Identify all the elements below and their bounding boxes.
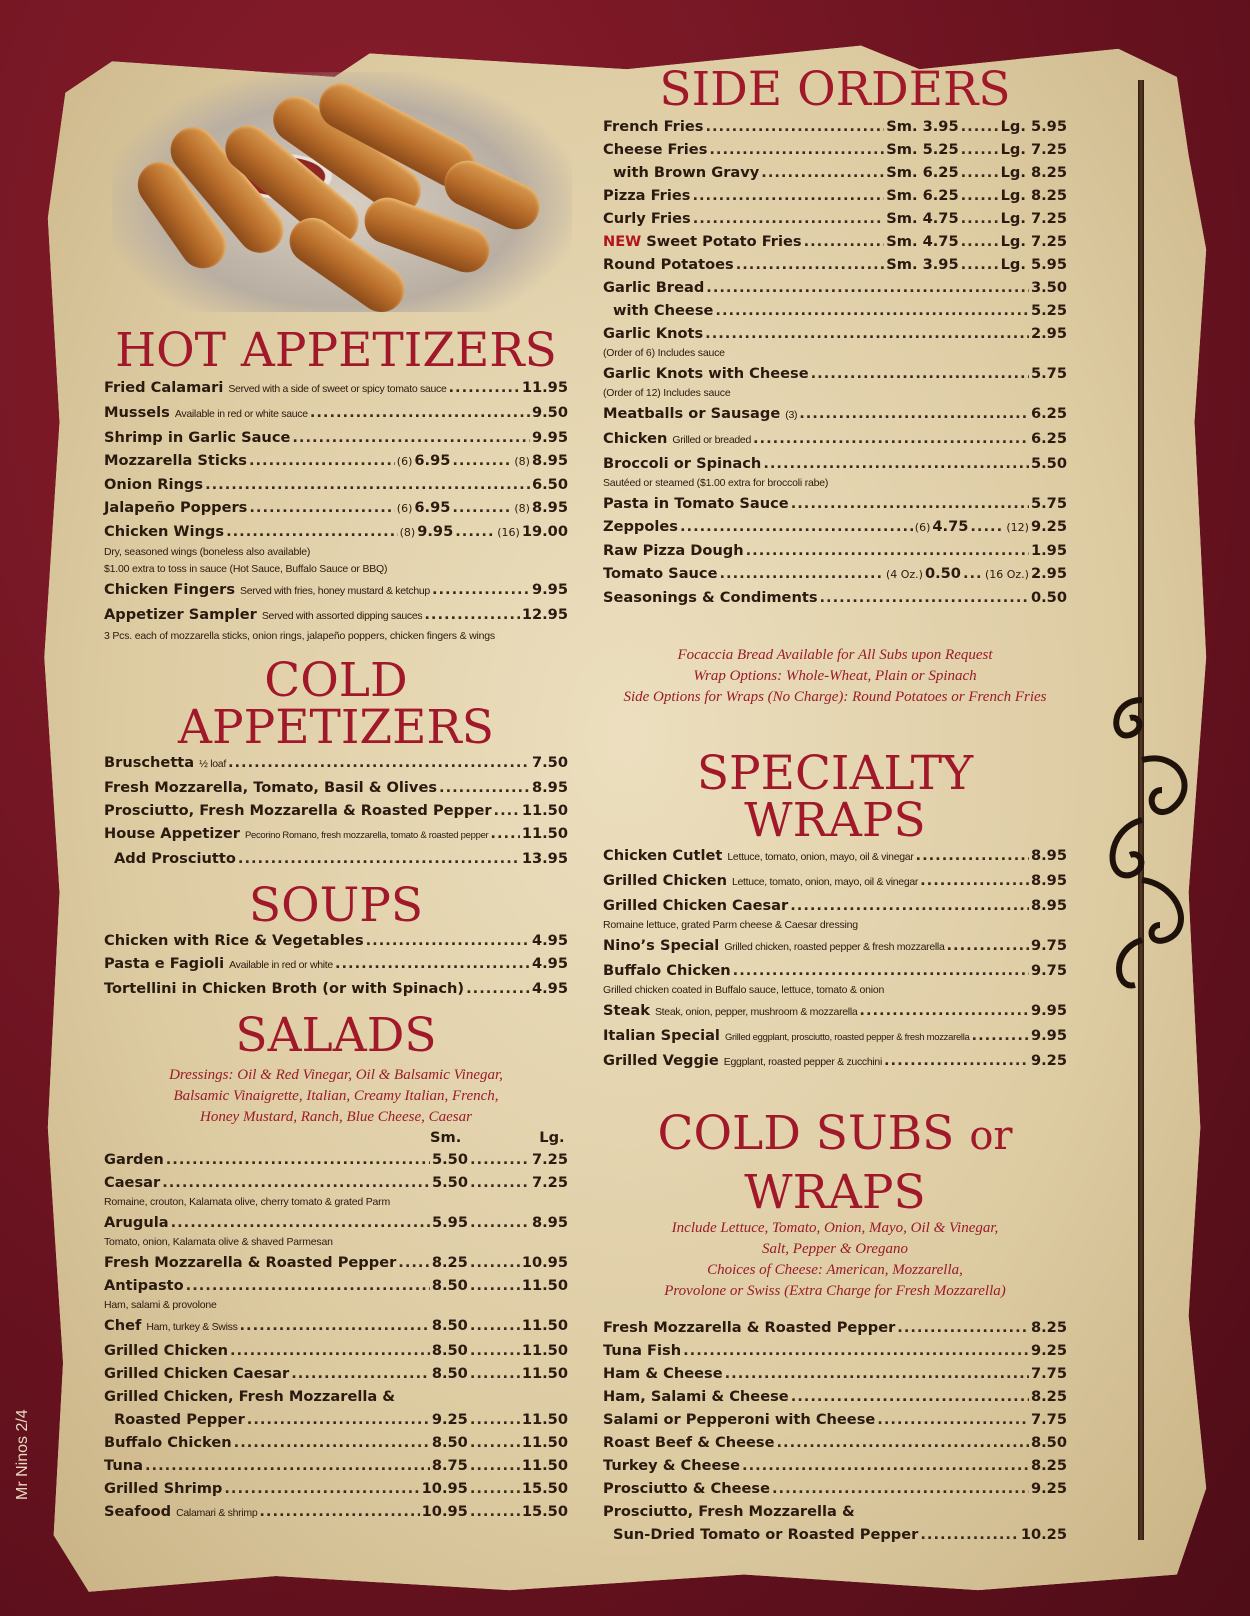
page-label: Mr Ninos 2/4 [14,1409,31,1500]
item-note: (Order of 12) Includes sauce [603,387,731,399]
menu-item: Buffalo Chicken ..... 8.50 ..... 11.50 [104,1431,568,1454]
item-note: Romaine, crouton, Kalamata olive, cherry tomato & grated Parm [104,1196,391,1208]
menu-item: Fresh Mozzarella & Roasted Pepper ..... 8.25 [603,1316,1067,1339]
menu-item: Seafood Calamari & shrimp ..... 10.95 ..... 15.50 [104,1500,568,1525]
menu-item: Chicken Fingers Served with fries, honey mustard & ketchup ..... 9.95 [104,578,568,603]
menu-item: Fresh Mozzarella & Roasted Pepper ..... 8.25 ..... 10.95 [104,1251,568,1274]
item-note: (Order of 6) Includes sauce [603,347,725,359]
menu-item: Antipasto ..... 8.50 ..... 11.50 [104,1274,568,1297]
cold-subs-list [603,1316,1067,1546]
new-badge: NEW [603,233,642,250]
menu-item: Onion Rings ..... 6.50 [104,473,568,496]
menu-item: Garden ..... 5.50 ..... 7.25 [104,1148,568,1171]
menu-item: Fried Calamari Served with a side of sweet or spicy tomato sauce ..... 11.95 [104,376,568,401]
item-note: Grilled chicken coated in Buffalo sauce, lettuce, tomato & onion [603,984,885,996]
salads-heading: SALADS [235,1008,437,1063]
decorative-scroll-icon [1100,690,1210,1030]
menu-item: Jalapeño Poppers ..... (6) 6.95 ..... (8) 8.95 [104,496,568,520]
item-note: $1.00 extra to toss in sauce (Hot Sauce, Buffalo Sauce or BBQ) [104,563,388,575]
menu-item: Round Potatoes ..... Sm. 3.95 ..... Lg. 5.95 [603,253,1067,276]
menu-item: Pizza Fries ..... Sm. 6.25 ..... Lg. 8.25 [603,184,1067,207]
menu-item: Garlic Bread ..... 3.50 [603,276,1067,299]
cold-appetizers-list [104,751,568,870]
menu-item: Seasonings & Condiments ..... 0.50 [603,586,1067,609]
menu-item: Sun-Dried Tomato or Roasted Pepper ..... 10.25 [603,1523,1067,1546]
menu-item: Add Prosciutto ..... 13.95 [104,847,568,870]
cold-subs-heading: COLD SUBS or WRAPS [657,1106,1013,1220]
soups-list [104,929,568,1000]
menu-item: Chicken Wings ..... (8) 9.95 ..... (16) 19.00 [104,520,568,544]
item-note: Sautéed or steamed ($1.00 extra for broccoli rabe) [603,477,829,489]
soups-heading: SOUPS [248,878,424,933]
salad-size-header: Sm. Lg. [430,1129,565,1146]
menu-item: Steak Steak, onion, pepper, mushroom & mozzarella ..... 9.95 [603,999,1067,1024]
menu-item: Garlic Knots ..... 2.95 [603,322,1067,345]
menu-item: House Appetizer Pecorino Romano, fresh mozzarella, tomato & roasted pepper ..... 11.50 [104,822,568,847]
menu-item: French Fries ..... Sm. 3.95 ..... Lg. 5.95 [603,115,1067,138]
menu-item: Tortellini in Chicken Broth (or with Spinach) ..... 4.95 [104,977,568,1000]
menu-item: Ham, Salami & Cheese ..... 8.25 [603,1385,1067,1408]
menu-item: Garlic Knots with Cheese ..... 5.75 [603,362,1067,385]
menu-item: Grilled Shrimp ..... 10.95 ..... 15.50 [104,1477,568,1500]
menu-item: Prosciutto & Cheese ..... 9.25 [603,1477,1067,1500]
menu-item: Appetizer Sampler Served with assorted dipping sauces ..... 12.95 [104,603,568,628]
menu-item: Nino’s Special Grilled chicken, roasted pepper & fresh mozzarella ..... 9.75 [603,934,1067,959]
menu-item: Pasta e Fagioli Available in red or white ..... 4.95 [104,952,568,977]
dressings-note: Dressings: Oil & Red Vinegar, Oil & Balsamic Vinegar, Balsamic Vinaigrette, Italian, Creamy Italian, French, Honey Mustard, Ranch, Blue Cheese, Caesar [169,1067,503,1125]
menu-item: Buffalo Chicken ..... 9.75 [603,959,1067,982]
item-note: Dry, seasoned wings (boneless also available) [104,546,311,558]
menu-item: with Cheese ..... 5.25 [603,299,1067,322]
salads-list [104,1148,568,1525]
menu-item: Grilled Chicken Caesar ..... 8.50 ..... 11.50 [104,1362,568,1385]
menu-item: Curly Fries ..... Sm. 4.75 ..... Lg. 7.25 [603,207,1067,230]
menu-item: Turkey & Cheese ..... 8.25 [603,1454,1067,1477]
menu-item: Tuna ..... 8.75 ..... 11.50 [104,1454,568,1477]
menu-item: Broccoli or Spinach ..... 5.50 [603,452,1067,475]
menu-item: Meatballs or Sausage (3) ..... 6.25 [603,402,1067,427]
menu-item: Roasted Pepper ..... 9.25 ..... 11.50 [104,1408,568,1431]
menu-item: with Brown Gravy ..... Sm. 6.25 ..... Lg. 8.25 [603,161,1067,184]
menu-item: Cheese Fries ..... Sm. 5.25 ..... Lg. 7.25 [603,138,1067,161]
menu-item: NEW Sweet Potato Fries ..... Sm. 4.75 ..... Lg. 7.25 [603,230,1067,253]
menu-item: Grilled Chicken Caesar ..... 8.95 [603,894,1067,917]
side-orders-heading: SIDE ORDERS [659,62,1011,117]
menu-item: Grilled Veggie Eggplant, roasted pepper & zucchini ..... 9.25 [603,1049,1067,1074]
specialty-wraps-list [603,844,1067,1074]
menu-item: Chicken Cutlet Lettuce, tomato, onion, mayo, oil & vinegar ..... 8.95 [603,844,1067,869]
menu-item: Shrimp in Garlic Sauce ..... 9.95 [104,426,568,449]
menu-item: Mozzarella Sticks ..... (6) 6.95 ..... (8) 8.95 [104,449,568,473]
cold-subs-note: Include Lettuce, Tomato, Onion, Mayo, Oil & Vinegar, Salt, Pepper & Oregano Choices of Cheese: American, Mozzarella, Provolone or Swiss (Extra Charge for Fresh Mozzarella) [664,1220,1006,1299]
menu-item: Prosciutto, Fresh Mozzarella & [603,1503,855,1520]
menu-item: Chicken Grilled or breaded ..... 6.25 [603,427,1067,452]
menu-item: Pasta in Tomato Sauce ..... 5.75 [603,492,1067,515]
menu-item: Italian Special Grilled eggplant, prosciutto, roasted pepper & fresh mozzarella ..... 9.95 [603,1024,1067,1049]
item-note: Tomato, onion, Kalamata olive & shaved Parmesan [104,1236,333,1248]
menu-item: Tuna Fish ..... 9.25 [603,1339,1067,1362]
menu-item: Grilled Chicken, Fresh Mozzarella & [104,1388,396,1405]
item-note: 3 Pcs. each of mozzarella sticks, onion rings, jalapeño poppers, chicken fingers & wings [104,630,495,642]
left-column [104,323,568,1525]
menu-item: Ham & Cheese ..... 7.75 [603,1362,1067,1385]
side-orders-list [603,115,1067,609]
menu-item: Zeppoles ..... (6) 4.75 ..... (12) 9.25 [603,515,1067,539]
mozzarella-sticks-photo [112,72,572,312]
menu-item: Chicken with Rice & Vegetables ..... 4.95 [104,929,568,952]
menu-item: Grilled Chicken Lettuce, tomato, onion, mayo, oil & vinegar ..... 8.95 [603,869,1067,894]
menu-item: Fresh Mozzarella, Tomato, Basil & Olives ..... 8.95 [104,776,568,799]
cold-appetizers-heading: COLD APPETIZERS [178,653,494,755]
menu-item: Bruschetta ½ loaf ..... 7.50 [104,751,568,776]
specialty-wraps-heading: SPECIALTY WRAPS [696,746,974,848]
menu-item: Tomato Sauce ..... (4 Oz.) 0.50 ..... (16 Oz.) 2.95 [603,562,1067,586]
hot-appetizers-heading: HOT APPETIZERS [115,323,557,378]
menu-item: Mussels Available in red or white sauce ..... 9.50 [104,401,568,426]
item-note: Romaine lettuce, grated Parm cheese & Caesar dressing [603,919,858,931]
subs-info-note: Focaccia Bread Available for All Subs upon Request Wrap Options: Whole-Wheat, Plain or Spinach Side Options for Wraps (No Charge): Round Potatoes or French Fries [623,647,1047,705]
right-column [603,62,1067,1546]
menu-item: Caesar ..... 5.50 ..... 7.25 [104,1171,568,1194]
menu-item: Roast Beef & Cheese ..... 8.50 [603,1431,1067,1454]
hot-appetizers-list [104,376,568,645]
menu-item: Raw Pizza Dough ..... 1.95 [603,539,1067,562]
menu-item: Grilled Chicken ..... 8.50 ..... 11.50 [104,1339,568,1362]
item-note: Ham, salami & provolone [104,1299,217,1311]
menu-item: Salami or Pepperoni with Cheese ..... 7.75 [603,1408,1067,1431]
menu-item: Chef Ham, turkey & Swiss ..... 8.50 ..... 11.50 [104,1314,568,1339]
menu-item: Prosciutto, Fresh Mozzarella & Roasted Pepper ..... 11.50 [104,799,568,822]
menu-item: Arugula ..... 5.95 ..... 8.95 [104,1211,568,1234]
